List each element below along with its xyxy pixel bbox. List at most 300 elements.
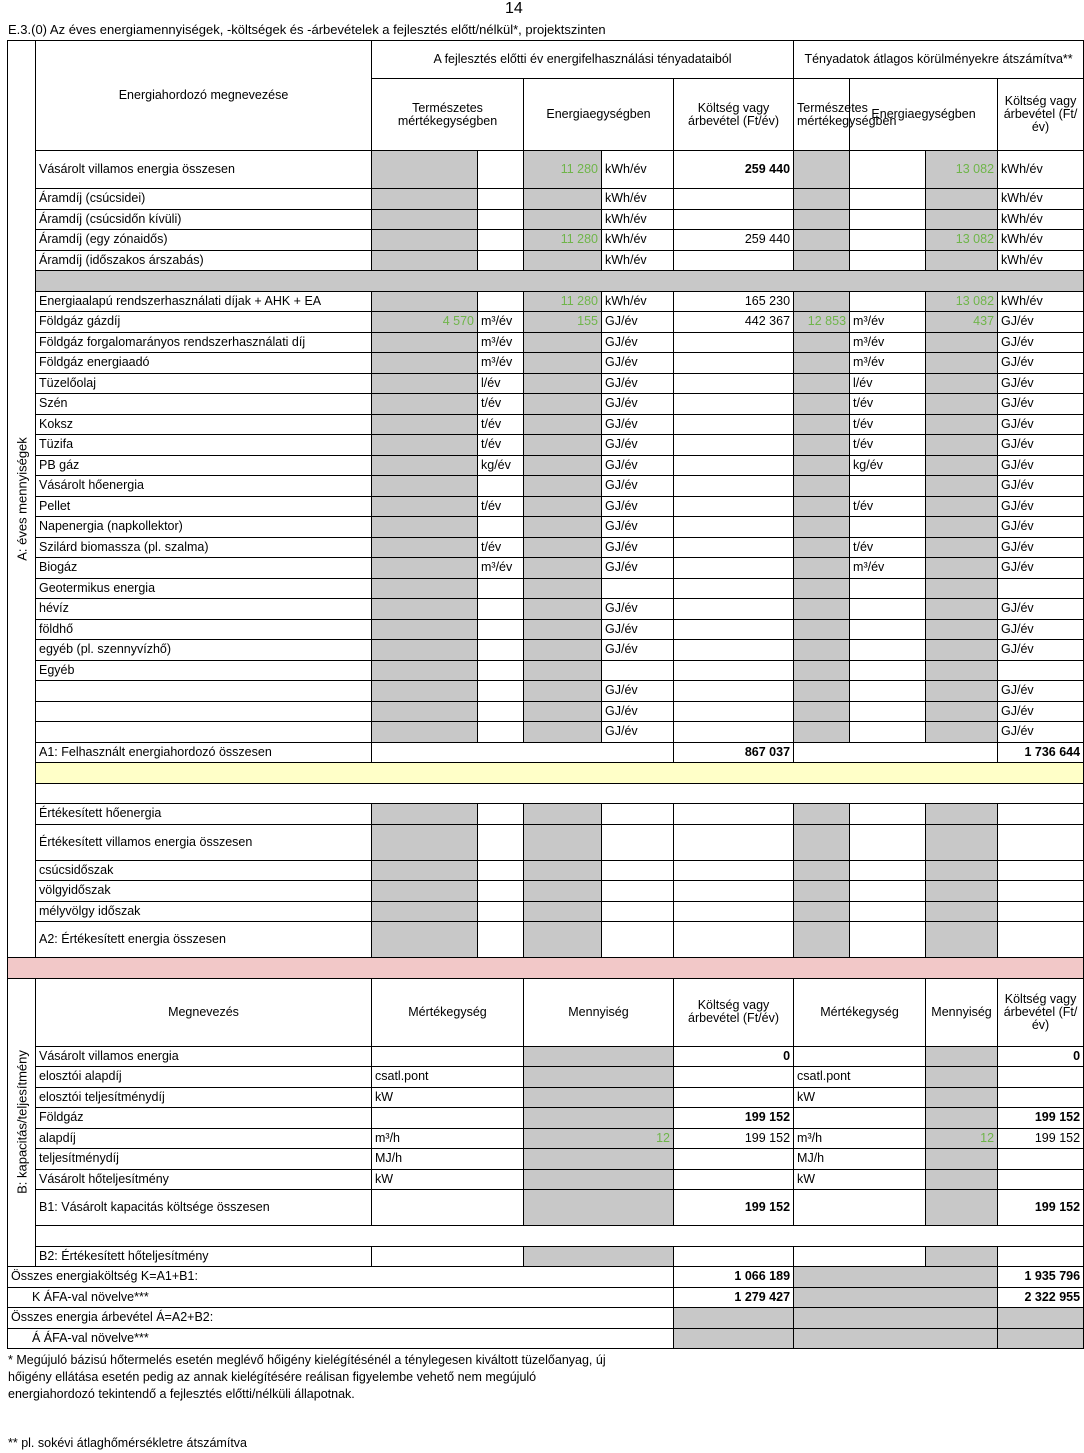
natural-value-1 [372,537,478,558]
natural-value-2 [794,496,850,517]
row-label: Pellet [36,496,372,517]
side-label-b [8,978,36,1267]
table-row [8,599,1084,620]
natural-value-1: 4 570 [372,312,478,333]
cost-2 [998,1067,1084,1088]
natural-unit-2: m³/év [850,332,926,353]
cost-1 [674,332,794,353]
qty-1: 12 [524,1128,674,1149]
natural-unit-1 [478,151,524,189]
energy-value-2 [926,189,998,210]
table-row [8,373,1084,394]
energy-unit-1 [602,804,674,825]
natural-value-2 [794,189,850,210]
natural-value-1 [372,517,478,538]
unit-1 [372,1190,524,1226]
row-label: Vásárolt hőenergia [36,476,372,497]
energy-unit-1: GJ/év [602,537,674,558]
energy-unit-2: GJ/év [998,599,1084,620]
energy-unit-2: GJ/év [998,517,1084,538]
header-b-unit-1: Mértékegység [372,978,524,1046]
natural-value-2 [794,209,850,230]
energy-unit-2: GJ/év [998,414,1084,435]
energy-unit-1: kWh/év [602,189,674,210]
energy-value-2 [926,558,998,579]
natural-value-2 [794,701,850,722]
natural-value-1 [372,353,478,374]
energy-value-2 [926,681,998,702]
energy-unit-1: GJ/év [602,517,674,538]
energy-unit-1: GJ/év [602,476,674,497]
natural-unit-2 [850,517,926,538]
energy-unit-2 [998,804,1084,825]
energy-value-2 [926,599,998,620]
energy-value-2 [926,922,998,958]
natural-unit-2: m³/év [850,558,926,579]
energy-value-2 [926,804,998,825]
energy-value-2 [926,722,998,743]
natural-unit-1 [478,599,524,620]
natural-value-2 [794,558,850,579]
unit-1 [372,1108,524,1129]
table-row [8,151,1084,189]
row-label: Tüzelőolaj [36,373,372,394]
table-row [8,41,1084,79]
header-natural-1: Természetes mértékegységben [372,79,524,151]
natural-unit-1 [478,881,524,902]
row-label: Geotermikus energia [36,578,372,599]
energy-value-2: 13 082 [926,291,998,312]
natural-unit-1 [478,722,524,743]
table-row [8,578,1084,599]
empty-cell [794,1328,998,1349]
energy-unit-1: GJ/év [602,332,674,353]
energy-unit-2: GJ/év [998,640,1084,661]
natural-value-2 [794,824,850,860]
unit-2 [794,1046,926,1067]
energy-unit-2: kWh/év [998,291,1084,312]
natural-value-1 [372,476,478,497]
energy-value-1 [524,660,602,681]
table-row [8,1108,1084,1129]
table-row [8,1246,1084,1267]
table-row [8,1169,1084,1190]
row-label: Áramdíj (csúcsidei) [36,189,372,210]
cost-1 [674,496,794,517]
energy-value-2 [926,455,998,476]
row-label: A2: Értékesített energia összesen [36,922,372,958]
side-label-a-text: A: éves mennyiségek [14,437,29,561]
natural-value-1 [372,824,478,860]
natural-value-1 [372,394,478,415]
cost-1 [674,824,794,860]
summary-cost-1: 1 279 427 [674,1287,794,1308]
energy-value-1 [524,455,602,476]
natural-unit-2 [850,476,926,497]
qty-2 [926,1190,998,1226]
energy-value-1 [524,860,602,881]
energy-table [7,40,1084,1349]
unit-2: csatl.pont [794,1067,926,1088]
natural-value-2: 12 853 [794,312,850,333]
table-row [8,1328,1084,1349]
energy-unit-2: kWh/év [998,209,1084,230]
cost-1 [674,414,794,435]
energy-value-2 [926,332,998,353]
table-row [8,455,1084,476]
cost-2 [998,1169,1084,1190]
natural-value-1 [372,640,478,661]
natural-unit-1 [478,824,524,860]
table-row [8,722,1084,743]
table-row [8,640,1084,661]
row-label [36,681,372,702]
row-label: Földgáz gázdíj [36,312,372,333]
energy-unit-1: kWh/év [602,291,674,312]
cost-2: 199 152 [998,1108,1084,1129]
natural-unit-2 [850,189,926,210]
natural-unit-2 [850,209,926,230]
header-energy-2: Energiaegységben [850,79,998,151]
row-label [36,722,372,743]
natural-unit-1: t/év [478,537,524,558]
natural-unit-2: t/év [850,496,926,517]
natural-unit-2 [850,619,926,640]
energy-value-1 [524,578,602,599]
table-row [8,271,1084,292]
unit-1: MJ/h [372,1149,524,1170]
energy-value-2: 437 [926,312,998,333]
energy-unit-2: GJ/év [998,681,1084,702]
natural-unit-1 [478,619,524,640]
natural-value-2 [794,291,850,312]
natural-unit-2: m³/év [850,312,926,333]
natural-value-1 [372,496,478,517]
natural-value-2 [794,860,850,881]
energy-unit-1: GJ/év [602,373,674,394]
energy-value-1 [524,640,602,661]
row-label: Szén [36,394,372,415]
energy-value-2: 13 082 [926,230,998,251]
energy-unit-1: kWh/év [602,230,674,251]
table-row [8,312,1084,333]
table-row [8,394,1084,415]
energy-value-1 [524,881,602,902]
energy-value-1 [524,496,602,517]
table-row [8,860,1084,881]
row-label: Földgáz forgalomarányos rendszerhasználati díj [36,332,372,353]
header-b-cost-2: Költség vagy árbevétel (Ft/év) [998,978,1084,1046]
energy-value-1 [524,394,602,415]
table-row [8,230,1084,251]
cost-1: 442 367 [674,312,794,333]
natural-value-2 [794,332,850,353]
table-row [8,517,1084,538]
empty-cell [794,1287,998,1308]
natural-unit-1 [478,681,524,702]
energy-value-2 [926,640,998,661]
empty-cell [372,742,674,763]
natural-value-1 [372,189,478,210]
side-label-a [8,41,36,958]
energy-unit-2: kWh/év [998,151,1084,189]
header-b-qty-1: Mennyiség [524,978,674,1046]
cost-2: 0 [998,1046,1084,1067]
energy-value-1: 11 280 [524,291,602,312]
natural-unit-1: l/év [478,373,524,394]
row-label: Áramdíj (időszakos árszabás) [36,250,372,271]
qty-2 [926,1169,998,1190]
row-label: elosztói alapdíj [36,1067,372,1088]
cost-2: 1 736 644 [998,742,1084,763]
cost-1 [674,455,794,476]
header-b-unit-2: Mértékegység [794,978,926,1046]
energy-unit-1: kWh/év [602,250,674,271]
natural-value-2 [794,881,850,902]
table-row [8,496,1084,517]
energy-value-1 [524,189,602,210]
table-row [8,922,1084,958]
qty-2 [926,1046,998,1067]
row-label: B2: Értékesített hőteljesítmény [36,1246,372,1267]
row-label: Vásárolt villamos energia összesen [36,151,372,189]
energy-unit-1: GJ/év [602,496,674,517]
table-row [8,476,1084,497]
summary-cost-1 [674,1308,794,1329]
natural-unit-2 [850,230,926,251]
energy-unit-2: kWh/év [998,189,1084,210]
cost-1: 165 230 [674,291,794,312]
unit-1 [372,1046,524,1067]
energy-value-1 [524,922,602,958]
energy-value-2 [926,881,998,902]
energy-value-2 [926,619,998,640]
energy-unit-1: GJ/év [602,722,674,743]
table-row [8,763,1084,784]
cost-2: 199 152 [998,1190,1084,1226]
summary-cost-2: 1 935 796 [998,1267,1084,1288]
energy-unit-2: GJ/év [998,722,1084,743]
natural-unit-2 [850,922,926,958]
energy-value-2 [926,250,998,271]
qty-1 [524,1190,674,1226]
qty-1 [524,1149,674,1170]
summary-label: Összes energiaköltség K=A1+B1: [8,1267,674,1288]
energy-unit-2: GJ/év [998,476,1084,497]
natural-value-1 [372,414,478,435]
natural-unit-1: m³/év [478,332,524,353]
cost-1 [674,517,794,538]
energy-value-2: 13 082 [926,151,998,189]
natural-value-1 [372,332,478,353]
natural-unit-2 [850,640,926,661]
cost-1 [674,189,794,210]
energy-value-2 [926,394,998,415]
cost-1 [674,1087,794,1108]
natural-value-1 [372,455,478,476]
natural-value-1 [372,660,478,681]
natural-value-1 [372,250,478,271]
natural-value-2 [794,660,850,681]
natural-value-2 [794,394,850,415]
energy-value-2 [926,860,998,881]
energy-value-1 [524,558,602,579]
unit-1: csatl.pont [372,1067,524,1088]
energy-value-2 [926,660,998,681]
energy-unit-1 [602,901,674,922]
table-row [8,701,1084,722]
cost-1 [674,209,794,230]
header-name: Energiahordozó megnevezése [36,41,372,151]
natural-unit-1 [478,660,524,681]
natural-unit-1: t/év [478,496,524,517]
qty-1 [524,1169,674,1190]
table-row [8,619,1084,640]
natural-value-1 [372,599,478,620]
table-row [8,1287,1084,1308]
table-row [8,742,1084,763]
summary-label: K ÁFA-val növelve*** [8,1287,674,1308]
natural-unit-2: kg/év [850,455,926,476]
cost-1 [674,922,794,958]
cost-1: 259 440 [674,230,794,251]
energy-unit-1: GJ/év [602,599,674,620]
cost-2: 199 152 [998,1128,1084,1149]
cost-1 [674,1246,794,1267]
cost-1 [674,558,794,579]
unit-2 [794,1246,926,1267]
energy-unit-2 [998,578,1084,599]
energy-value-1: 155 [524,312,602,333]
footnote-2: ** pl. sokévi átlaghőmérsékletre átszámítva [8,1436,247,1450]
energy-unit-1: GJ/év [602,312,674,333]
natural-unit-1: m³/év [478,353,524,374]
empty-cell [794,742,998,763]
energy-value-1 [524,824,602,860]
energy-unit-2 [998,901,1084,922]
energy-value-1 [524,332,602,353]
cost-1 [674,537,794,558]
cost-1 [674,619,794,640]
natural-value-2 [794,476,850,497]
natural-value-1 [372,373,478,394]
energy-unit-2 [998,824,1084,860]
natural-value-1 [372,151,478,189]
natural-unit-2: t/év [850,414,926,435]
natural-unit-2 [850,291,926,312]
natural-value-1 [372,619,478,640]
energy-value-2 [926,701,998,722]
summary-cost-1 [674,1328,794,1349]
natural-unit-2 [850,824,926,860]
natural-unit-1 [478,804,524,825]
natural-value-2 [794,230,850,251]
natural-value-2 [794,151,850,189]
natural-unit-2 [850,151,926,189]
natural-unit-1: t/év [478,435,524,456]
header-energy-1: Energiaegységben [524,79,674,151]
cost-1 [674,640,794,661]
energy-unit-2: GJ/év [998,496,1084,517]
row-label: PB gáz [36,455,372,476]
energy-value-1 [524,250,602,271]
row-label: csúcsidőszak [36,860,372,881]
table-row [8,291,1084,312]
natural-unit-2: t/év [850,435,926,456]
energy-unit-1: GJ/év [602,701,674,722]
pink-separator [8,958,1084,979]
cost-1: 199 152 [674,1128,794,1149]
natural-unit-2 [850,660,926,681]
row-label: B1: Vásárolt kapacitás költsége összesen [36,1190,372,1226]
natural-unit-1 [478,640,524,661]
header-cost-2: Költség vagy árbevétel (Ft/év) [998,79,1084,151]
table-row [8,435,1084,456]
gray-separator [36,271,1084,292]
cost-2 [998,1087,1084,1108]
energy-value-1 [524,353,602,374]
energy-unit-2 [998,660,1084,681]
row-label: Áramdíj (egy zónaidős) [36,230,372,251]
table-row [8,189,1084,210]
cost-1 [674,394,794,415]
energy-value-1 [524,901,602,922]
row-label: elosztói teljesítménydíj [36,1087,372,1108]
summary-cost-2 [998,1308,1084,1329]
table-row [8,901,1084,922]
unit-1: kW [372,1169,524,1190]
energy-value-1 [524,599,602,620]
natural-unit-2 [850,881,926,902]
row-label: Tüzifa [36,435,372,456]
energy-unit-2: GJ/év [998,537,1084,558]
natural-unit-2 [850,599,926,620]
natural-value-2 [794,922,850,958]
natural-value-1 [372,578,478,599]
qty-2 [926,1108,998,1129]
energy-unit-1: GJ/év [602,414,674,435]
energy-unit-1: GJ/év [602,455,674,476]
cost-1 [674,860,794,881]
spacer [36,1226,1084,1247]
cost-1 [674,701,794,722]
cost-1 [674,1149,794,1170]
cost-1 [674,373,794,394]
unit-2: kW [794,1169,926,1190]
energy-unit-1 [602,578,674,599]
energy-unit-1: GJ/év [602,640,674,661]
row-label: Vásárolt villamos energia [36,1046,372,1067]
natural-value-2 [794,435,850,456]
cost-1 [674,804,794,825]
unit-1: kW [372,1087,524,1108]
qty-1 [524,1067,674,1088]
natural-value-1 [372,681,478,702]
table-row [8,783,1084,804]
energy-unit-2 [998,860,1084,881]
table-row [8,824,1084,860]
natural-value-2 [794,537,850,558]
energy-value-2 [926,537,998,558]
cost-1: 199 152 [674,1108,794,1129]
cost-1: 0 [674,1046,794,1067]
natural-unit-1 [478,291,524,312]
row-label: alapdíj [36,1128,372,1149]
energy-unit-1: GJ/év [602,394,674,415]
table-row [8,978,1084,1046]
row-label: teljesítménydíj [36,1149,372,1170]
natural-value-1 [372,558,478,579]
